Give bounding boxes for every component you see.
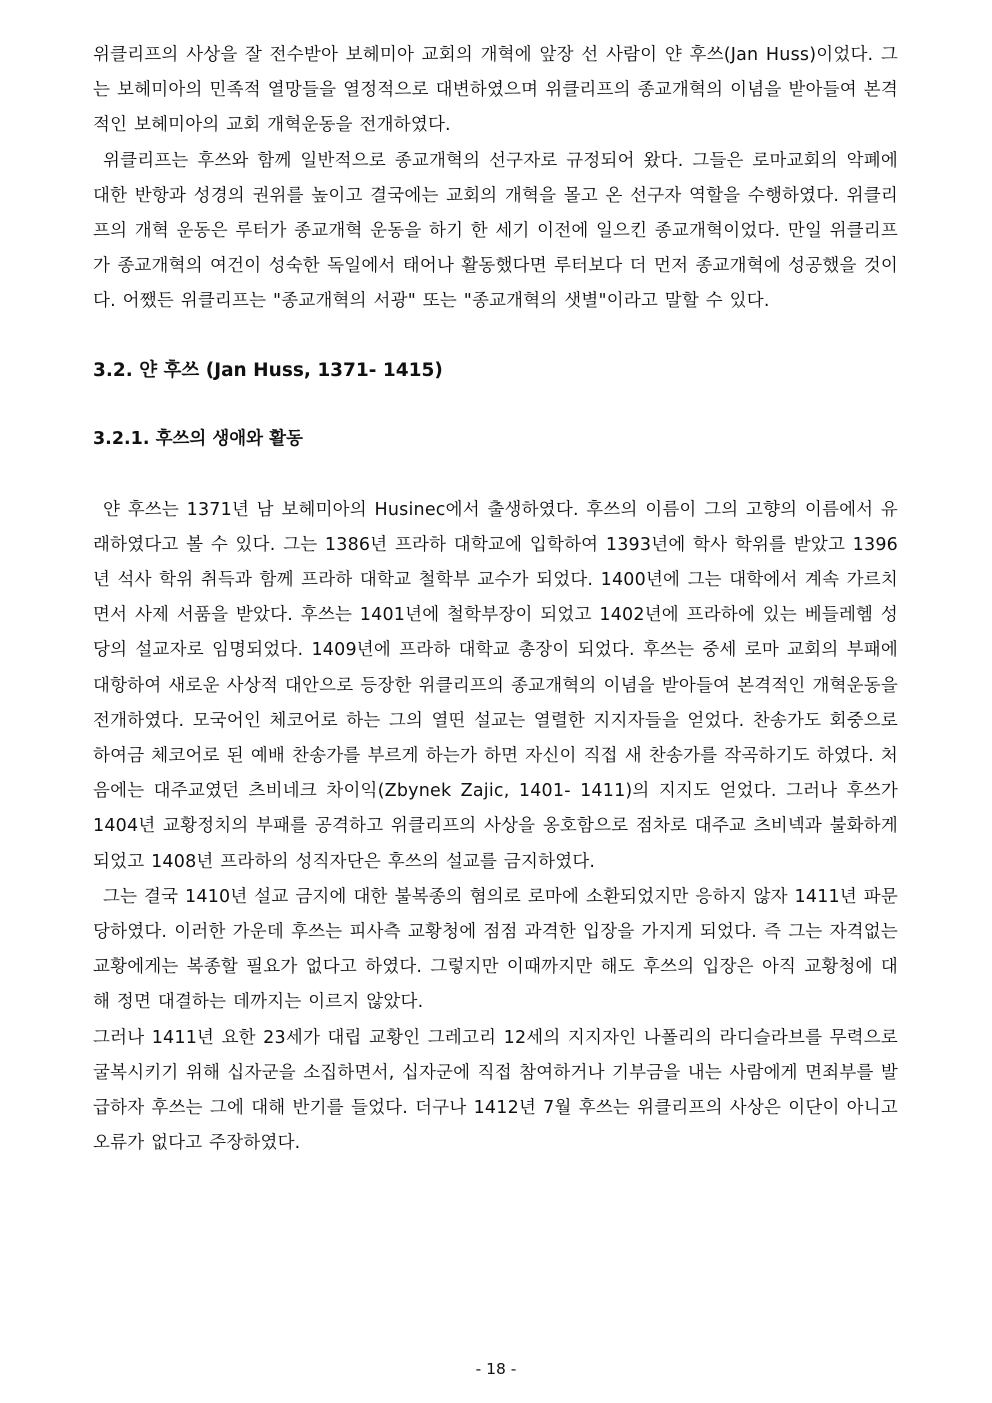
spacer (93, 320, 898, 353)
spacer (93, 457, 898, 493)
spacer (93, 388, 898, 422)
page-content (93, 38, 898, 1161)
paragraph-huss-excommunication: 그는 결국 1410년 설교 금지에 대한 불복종의 혐의로 로마에 소환되었지만 응하지 않자 1411년 파문당하였다. 이러한 가운데 후쓰는 피사측 교황청에 점점 과격한 입장을 가지게 되었다. 즉 그는 자격없는 교황에게는 복종할 필요가 없다고 하였다. 그렇지만 이때까지만 해도 후쓰의 입장은 아직 교황청에 대해 정면 대결하는 데까지는 이르지 않았다. (93, 886, 898, 1013)
paragraph-huss-life: 얀 후쓰는 1371년 남 보헤미아의 Husinec에서 출생하였다. 후쓰의 이름이 그의 고향의 이름에서 유래하였다고 볼 수 있다. 그는 1386년 프라하 대학교에 입학하여 1393년에 학사 학위를 받았고 1396년 석사 학위 취득과 함께 프라하 대학교 철학부 교수가 되었다. 1400년에 그는 대학에서 계속 가르치면서 사제 서품을 받았다. 후쓰는 1401년에 철학부장이 되었고 1402년에 프라하에 있는 베들레헴 성당의 설교자로 임명되었다. 1409년에 프라하 대학교 총장이 되었다. 후쓰는 중세 로마 교회의 부패에 대항하여 새로운 사상적 대안으로 등장한 위클리프의 종교개혁의 이념을 받아들여 본격적인 개혁운동을 전개하였다. 모국어인 체코어로 하는 그의 열띤 설교는 열렬한 지지자들을 얻었다. 찬송가도 회중으로 하여금 체코어로 된 예배 찬송가를 부르게 하는가 하면 자신이 직접 새 찬송가를 작곡하기도 하였다. 처음에는 대주교였던 츠비네크 차이익(Zbynek Zajic, 1401- 1411)의 지지도 얻었다. 그러나 후쓰가 1404년 교황정치의 부패를 공격하고 위클리프의 사상을 옹호함으로 점차로 대주교 츠비넥과 불화하게 되었고 1408년 프라하의 성직자단은 후쓰의 설교를 금지하였다. (93, 499, 898, 872)
paragraph-huss-indulgence: 그러나 1411년 요한 23세가 대립 교황인 그레고리 12세의 지지자인 나폴리의 라디슬라브를 무력으로 굴복시키기 위해 십자군을 소집하면서, 십자군에 직접 참여하거나 기부금을 내는 사람에게 면죄부를 발급하자 후쓰는 그에 대해 반기를 들었다. 더구나 1412년 7월 후쓰는 위클리프의 사상은 이단이 아니고 오류가 없다고 주장하였다. (93, 1027, 898, 1154)
section-heading: 3.2. 얀 후쓰 (Jan Huss, 1371- 1415) (93, 359, 443, 381)
paragraph-wycliffe-forerunner: 위클리프는 후쓰와 함께 일반적으로 종교개혁의 선구자로 규정되어 왔다. 그들은 로마교회의 악폐에 대한 반항과 성경의 권위를 높이고 결국에는 교회의 개혁을 몰고 온 선구자 역할을 수행하였다. 위클리프의 개혁 운동은 루터가 종교개혁 운동을 하기 한 세기 이전에 일으킨 종교개혁이었다. 만일 위클리프가 종교개혁의 여건이 성숙한 독일에서 태어나 활동했다면 루터보다 더 먼저 종교개혁에 성공했을 것이다. 어쨌든 위클리프는 "종교개혁의 서광" 또는 "종교개혁의 샛별"이라고 말할 수 있다. (93, 150, 898, 312)
subsection-heading: 3.2.1. 후쓰의 생애와 활동 (93, 428, 303, 449)
paragraph-wycliffe-successor: 위클리프의 사상을 잘 전수받아 보헤미아 교회의 개혁에 앞장 선 사람이 얀 후쓰(Jan Huss)이었다. 그는 보헤미아의 민족적 열망들을 열정적으로 대변하였으며 위클리프의 종교개혁의 이념을 받아들여 본격적인 보헤미아의 교회 개혁운동을 전개하였다. (93, 45, 898, 136)
page-number: - 18 - (475, 1360, 517, 1378)
